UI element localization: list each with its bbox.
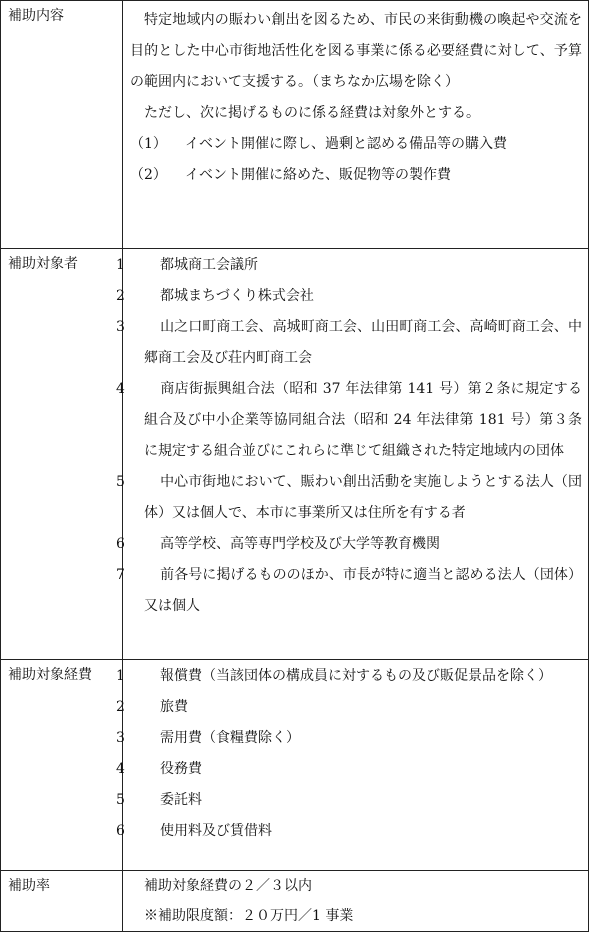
item-text: 報償費（当該団体の構成員に対するもの及び販促景品を除く） bbox=[160, 668, 552, 684]
exclusion-item bbox=[130, 160, 582, 191]
exclusion-item bbox=[130, 129, 582, 160]
item-text: 役務費 bbox=[160, 761, 202, 777]
item-number: 4 bbox=[116, 381, 125, 397]
item-text: 中心市街地において、賑わい創出活動を実施しようとする法人（団体）又は個人で、本市に事業所又は住所を有する者 bbox=[144, 474, 582, 521]
purpose-paragraph: 特定地域内の賑わい創出を図るため、市民の来街動機の喚起や交流を目的とした中心市街地活性化を図る事業に係る必要経費に対して、予算の範囲内において支援する。（まちなか広場を除く） bbox=[130, 12, 582, 90]
item-text: 都城まちづくり株式会社 bbox=[160, 288, 314, 304]
list-item bbox=[116, 281, 582, 312]
subsidy-limit-text: ※補助限度額：２０万円／1 事業 bbox=[144, 908, 354, 924]
row-eligible-expenses bbox=[1, 660, 589, 871]
list-item bbox=[116, 692, 582, 723]
content-subsidy-rate bbox=[123, 871, 589, 932]
exclusion-number: （2） bbox=[130, 167, 167, 183]
item-text: 需用費（食糧費除く） bbox=[160, 730, 300, 746]
item-text: 前各号に掲げるもののほか、市長が特に適当と認める法人（団体）又は個人 bbox=[144, 567, 582, 614]
item-number: 5 bbox=[116, 792, 125, 808]
item-number: 6 bbox=[116, 823, 125, 839]
list-item bbox=[116, 754, 582, 785]
exclusion-intro: ただし、次に掲げるものに係る経費は対象外とする。 bbox=[144, 105, 480, 121]
exclusion-text: イベント開催に際し、過剰と認める備品等の購入費 bbox=[185, 136, 507, 152]
row-subsidy-content bbox=[1, 1, 589, 249]
list-item bbox=[116, 250, 582, 281]
row-subsidy-rate bbox=[1, 871, 589, 932]
item-text: 高等学校、高等専門学校及び大学等教育機関 bbox=[160, 536, 440, 552]
item-number: 4 bbox=[116, 761, 125, 777]
exclusion-number: （1） bbox=[130, 136, 167, 152]
label-eligible-applicants: 補助対象者 bbox=[1, 249, 123, 660]
subsidy-rate-text: 補助対象経費の２／３以内 bbox=[144, 878, 312, 894]
item-number: 2 bbox=[116, 699, 125, 715]
label-subsidy-rate: 補助率 bbox=[1, 871, 123, 932]
item-number: 1 bbox=[116, 257, 125, 273]
item-text: 委託料 bbox=[160, 792, 202, 808]
content-subsidy-content bbox=[123, 1, 589, 249]
list-item bbox=[116, 312, 582, 374]
item-number: 5 bbox=[116, 474, 125, 490]
content-eligible-applicants bbox=[116, 249, 589, 660]
item-number: 7 bbox=[116, 567, 125, 583]
list-item bbox=[116, 816, 582, 847]
item-text: 商店街振興組合法（昭和 37 年法律第 141 号）第２条に規定する組合及び中小企業等協同組合法（昭和 24 年法律第 181 号）第３条に規定する組合並びにこれらに準じて組織された特定地域内の団体 bbox=[144, 381, 582, 459]
item-text: 都城商工会議所 bbox=[160, 257, 258, 273]
item-number: 2 bbox=[116, 288, 125, 304]
item-number: 3 bbox=[116, 730, 125, 746]
item-number: 3 bbox=[116, 319, 125, 335]
item-text: 使用料及び賃借料 bbox=[160, 823, 272, 839]
list-item bbox=[116, 374, 582, 467]
label-subsidy-content: 補助内容 bbox=[1, 1, 123, 249]
content-eligible-expenses bbox=[116, 660, 589, 871]
item-text: 山之口町商工会、高城町商工会、山田町商工会、高崎町商工会、中郷商工会及び荘内町商工会 bbox=[144, 319, 582, 366]
list-item bbox=[116, 560, 582, 622]
list-item bbox=[116, 467, 582, 529]
item-number: 1 bbox=[116, 668, 125, 684]
list-item bbox=[116, 661, 582, 692]
item-text: 旅費 bbox=[160, 699, 188, 715]
item-number: 6 bbox=[116, 536, 125, 552]
exclusion-text: イベント開催に絡めた、販促物等の製作費 bbox=[185, 167, 451, 183]
row-eligible-applicants bbox=[1, 249, 589, 660]
label-eligible-expenses: 補助対象経費 bbox=[1, 660, 123, 871]
list-item bbox=[116, 723, 582, 754]
list-item bbox=[116, 529, 582, 560]
list-item bbox=[116, 785, 582, 816]
